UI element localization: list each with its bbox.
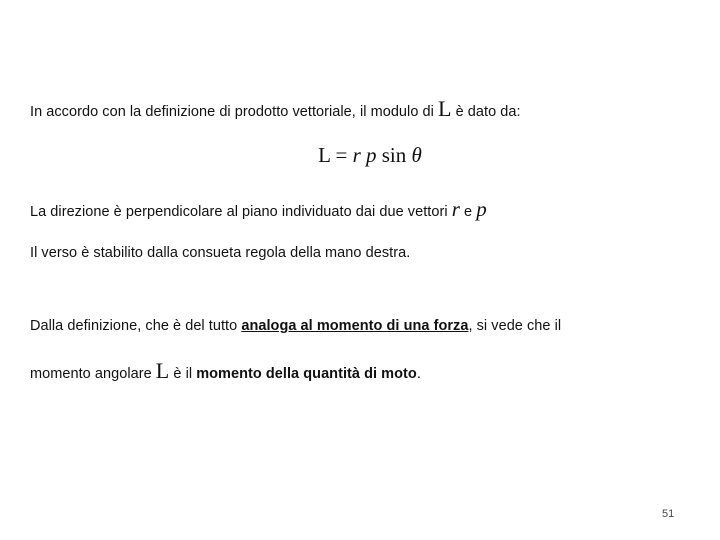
- momentum-mid: è il: [169, 366, 197, 382]
- definition-text: In accordo con la definizione di prodotto vettoriale, il modulo di: [30, 104, 438, 120]
- momentum-end: .: [416, 366, 421, 382]
- formula-sin: sin: [376, 143, 412, 167]
- analogy-tail: , si vede che il: [468, 318, 562, 334]
- definition-tail: è dato da:: [451, 104, 521, 120]
- momentum-highlight: momento della quantità di moto: [196, 366, 417, 382]
- direction-and: e: [459, 204, 477, 220]
- analogy-highlight: analoga al momento di una forza: [241, 318, 469, 334]
- symbol-L: L: [437, 96, 452, 121]
- formula-r: r: [352, 143, 361, 167]
- momentum-text: momento angolare: [30, 366, 156, 382]
- analogy-text: Dalla definizione, che è del tutto: [30, 318, 242, 334]
- vector-p: p: [476, 197, 487, 221]
- orientation-line: [30, 245, 410, 261]
- momentum-line: [30, 358, 421, 384]
- symbol-L-2: L: [155, 358, 170, 383]
- analogy-line: [30, 318, 561, 334]
- orientation-text: Il verso è stabilito dalla consueta regola della mano destra.: [30, 245, 411, 261]
- definition-line: [30, 96, 521, 122]
- formula: [0, 143, 720, 168]
- direction-line: [30, 197, 487, 222]
- vector-r: r: [451, 197, 460, 221]
- page-number: 51: [662, 508, 675, 520]
- direction-text: La direzione è perpendicolare al piano individuato dai due vettori: [30, 204, 452, 220]
- formula-lhs: L =: [318, 143, 353, 167]
- formula-theta: θ: [411, 143, 422, 167]
- formula-p: p: [366, 143, 377, 167]
